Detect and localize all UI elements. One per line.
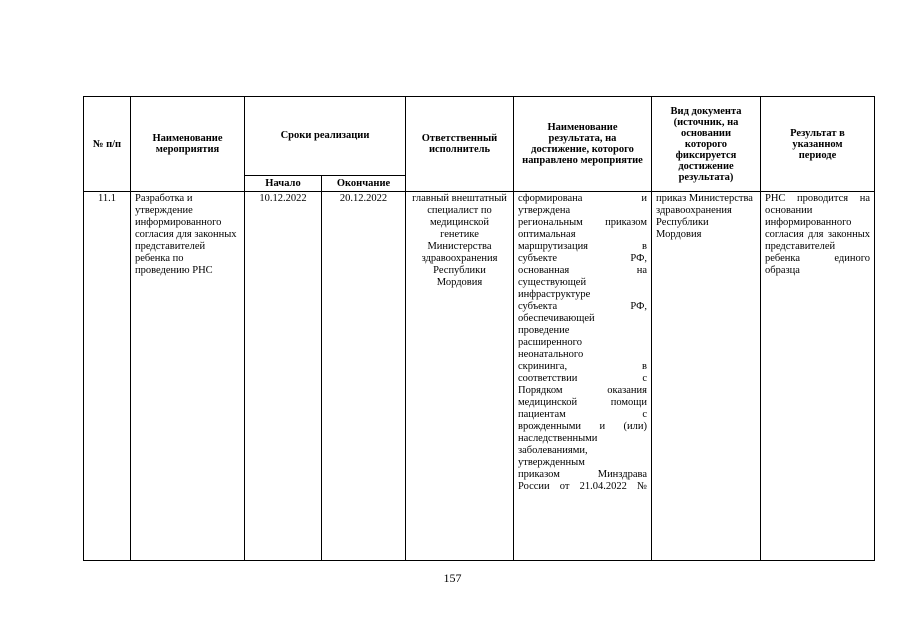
row-start: 10.12.2022 — [245, 192, 322, 561]
table-row — [84, 192, 875, 561]
header-start: Начало — [245, 176, 322, 192]
goal-line: наследственными — [518, 433, 598, 444]
goal-line: утвержденным — [518, 457, 585, 468]
goal-line: врожденными и (или) — [518, 421, 647, 432]
goal-line: утверждена — [518, 205, 571, 216]
header-name: Наименование мероприятия — [131, 97, 245, 192]
goal-line: проведение — [518, 325, 570, 336]
row-end: 20.12.2022 — [322, 192, 406, 561]
row-doc: приказ Министерства здравоохранения Республики Мордовия — [652, 192, 761, 561]
goal-line: России от 21.04.2022 № — [518, 481, 647, 492]
goal-line: пациентам с — [518, 409, 647, 420]
goal-line: обеспечивающей — [518, 313, 595, 324]
goal-line: основанная на — [518, 265, 647, 276]
goal-line: заболеваниями, — [518, 445, 588, 456]
goal-line: оптимальная — [518, 229, 576, 240]
goal-line: субъекте РФ, — [518, 253, 647, 264]
goal-line: региональным приказом — [518, 217, 647, 228]
row-goal — [514, 192, 652, 561]
row-name: Разработка и утверждение информированного согласия для законных представителей ребенка по проведению РНС — [131, 192, 245, 561]
header-row — [84, 97, 875, 176]
row-num: 11.1 — [84, 192, 131, 561]
row-executor: главный внештатный специалист по медицинской генетике Министерства здравоохранения Республики Мордовия — [406, 192, 514, 561]
goal-line: субъекта РФ, — [518, 301, 647, 312]
header-goal: Наименование результата, на достижение, которого направлено мероприятие — [514, 97, 652, 192]
goal-line: неонатального — [518, 349, 584, 360]
goal-line: скрининга, в — [518, 361, 647, 372]
header-end: Окончание — [322, 176, 406, 192]
activities-table — [83, 96, 875, 561]
header-result: Результат в указанном периоде — [761, 97, 875, 192]
header-doc: Вид документа (источник, на основании которого фиксируется достижение результата) — [652, 97, 761, 192]
header-period: Сроки реализации — [245, 97, 406, 176]
goal-line: соответствии с — [518, 373, 647, 384]
header-executor: Ответственный исполнитель — [406, 97, 514, 192]
goal-line: маршрутизация в — [518, 241, 647, 252]
goal-line: инфраструктуре — [518, 289, 591, 300]
goal-line: приказом Минздрава — [518, 469, 647, 480]
goal-line: сформирована и — [518, 193, 647, 204]
goal-line: медицинской помощи — [518, 397, 647, 408]
row-result: РНС проводится на основании информированного согласия для законных представителей ребенка единого образца — [761, 192, 875, 561]
goal-line: расширенного — [518, 337, 582, 348]
header-num: № п/п — [84, 97, 131, 192]
goal-line: существующей — [518, 277, 587, 288]
page-number: 157 — [443, 571, 462, 585]
goal-line: Порядком оказания — [518, 385, 647, 396]
